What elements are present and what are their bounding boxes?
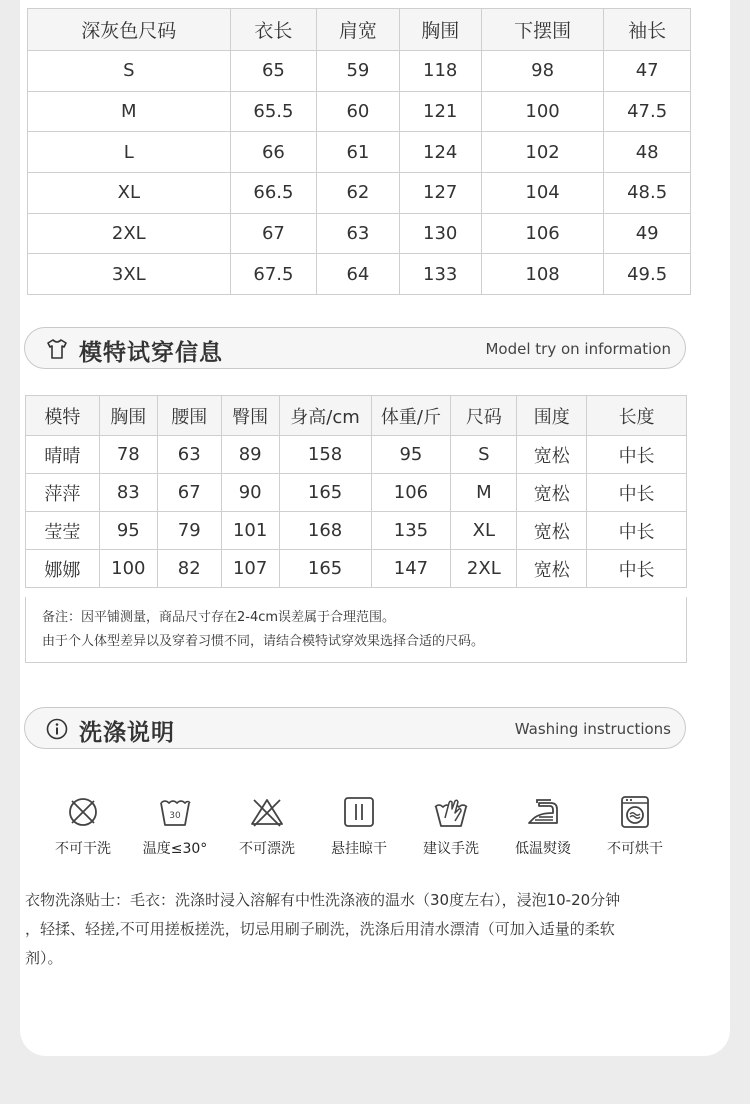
wash-item (130, 795, 220, 858)
table-cell: 宽松 (517, 512, 587, 550)
table-cell: 101 (221, 512, 279, 550)
table-cell: 118 (399, 51, 481, 92)
table-cell: 64 (317, 254, 399, 295)
header-cell: 衣长 (230, 9, 317, 51)
table-cell: 48 (604, 132, 691, 173)
size-table-header-row (28, 9, 691, 51)
table-cell: 中长 (587, 512, 687, 550)
wash-label: 温度≤30° (142, 841, 208, 857)
table-cell: 83 (99, 474, 157, 512)
table-cell: 121 (399, 91, 481, 132)
table-cell: 60 (317, 91, 399, 132)
wash-tips-line: 衣物洗涤贴士：毛衣：洗涤时浸入溶解有中性洗涤液的温水（30度左右），浸泡10-20分钟 (25, 891, 621, 909)
header-cell: 身高/cm (279, 396, 371, 436)
table-cell: 133 (399, 254, 481, 295)
table-cell: 66.5 (230, 173, 317, 214)
table-cell: 莹莹 (26, 512, 100, 550)
table-cell: 宽松 (517, 550, 587, 588)
table-cell: 147 (371, 550, 451, 588)
wash-item (222, 795, 312, 858)
wash-label: 建议手洗 (423, 841, 479, 857)
wash-section-title: 洗涤说明 (79, 720, 175, 746)
table-cell: S (451, 436, 517, 474)
table-row (28, 91, 691, 132)
model-table (25, 395, 687, 588)
table-cell: 100 (99, 550, 157, 588)
table-cell: 65 (230, 51, 317, 92)
table-cell: 78 (99, 436, 157, 474)
table-cell: 62 (317, 173, 399, 214)
table-cell: 63 (317, 213, 399, 254)
table-cell: 48.5 (604, 173, 691, 214)
table-cell: 79 (157, 512, 221, 550)
table-cell: 127 (399, 173, 481, 214)
model-section-header (24, 327, 686, 369)
table-cell: 49 (604, 213, 691, 254)
header-cell: 模特 (26, 396, 100, 436)
wash-label: 不可烘干 (607, 841, 663, 857)
wash-item (406, 795, 496, 858)
table-cell: 3XL (28, 254, 231, 295)
table-cell: M (451, 474, 517, 512)
no-dry-clean-icon (65, 795, 101, 829)
hang-dry-icon (341, 795, 377, 829)
table-cell: 165 (279, 550, 371, 588)
table-cell: 102 (481, 132, 603, 173)
header-cell: 腰围 (157, 396, 221, 436)
table-cell: 宽松 (517, 474, 587, 512)
table-cell: 63 (157, 436, 221, 474)
table-cell: 47.5 (604, 91, 691, 132)
table-cell: 中长 (587, 474, 687, 512)
wash-tips-line: 剂）。 (25, 949, 63, 967)
table-cell: 95 (371, 436, 451, 474)
table-cell: 59 (317, 51, 399, 92)
size-table (27, 8, 691, 295)
table-cell: 107 (221, 550, 279, 588)
header-cell: 下摆围 (481, 9, 603, 51)
header-cell: 胸围 (99, 396, 157, 436)
table-row (28, 51, 691, 92)
table-cell: 2XL (451, 550, 517, 588)
wash-30-icon (157, 795, 193, 829)
header-cell: 肩宽 (317, 9, 399, 51)
wash-label: 不可漂洗 (239, 841, 295, 857)
table-cell: 106 (481, 213, 603, 254)
table-cell: 宽松 (517, 436, 587, 474)
table-cell: 47 (604, 51, 691, 92)
wash-section-header (24, 707, 686, 749)
table-cell: 89 (221, 436, 279, 474)
wash-item (590, 795, 680, 858)
wash-label: 低温熨烫 (515, 841, 571, 857)
model-section-title: 模特试穿信息 (79, 340, 223, 366)
table-cell: 95 (99, 512, 157, 550)
table-cell: 66 (230, 132, 317, 173)
table-cell: S (28, 51, 231, 92)
table-row (26, 512, 687, 550)
tshirt-icon (45, 337, 69, 361)
table-cell: 67 (230, 213, 317, 254)
table-row (26, 436, 687, 474)
model-table-header-row (26, 396, 687, 436)
table-cell: 65.5 (230, 91, 317, 132)
table-row (28, 132, 691, 173)
table-cell: 108 (481, 254, 603, 295)
table-cell: 106 (371, 474, 451, 512)
header-cell: 尺码 (451, 396, 517, 436)
table-row (26, 550, 687, 588)
table-cell: 158 (279, 436, 371, 474)
table-cell: 90 (221, 474, 279, 512)
table-cell: 100 (481, 91, 603, 132)
table-cell: 67 (157, 474, 221, 512)
wash-item (498, 795, 588, 858)
table-cell: 中长 (587, 436, 687, 474)
wash-item (38, 795, 128, 858)
wash-label: 悬挂晾干 (331, 841, 387, 857)
header-cell: 胸围 (399, 9, 481, 51)
table-cell: 82 (157, 550, 221, 588)
no-bleach-icon (249, 795, 285, 829)
info-icon (45, 717, 69, 741)
table-cell: 165 (279, 474, 371, 512)
header-cell: 长度 (587, 396, 687, 436)
table-row (28, 213, 691, 254)
model-notes (25, 597, 687, 663)
table-cell: 135 (371, 512, 451, 550)
table-cell: M (28, 91, 231, 132)
table-cell: 168 (279, 512, 371, 550)
wash-icons-row (38, 795, 678, 865)
header-cell: 围度 (517, 396, 587, 436)
table-cell: 61 (317, 132, 399, 173)
table-cell: XL (451, 512, 517, 550)
table-cell: 中长 (587, 550, 687, 588)
table-cell: 104 (481, 173, 603, 214)
table-row (26, 474, 687, 512)
header-cell: 体重/斤 (371, 396, 451, 436)
model-section-subtitle: Model try on information (485, 340, 671, 358)
note-line: 备注：因平铺测量，商品尺寸存在2-4cm误差属于合理范围。 (42, 610, 396, 625)
wash-tips-line: ，轻揉、轻搓,不可用搓板搓洗，切忌用刷子刷洗，洗涤后用清水漂清（可加入适量的柔软 (25, 920, 615, 938)
table-cell: 49.5 (604, 254, 691, 295)
table-cell: 娜娜 (26, 550, 100, 588)
no-tumble-dry-icon (617, 795, 653, 829)
table-cell: 萍萍 (26, 474, 100, 512)
wash-section-subtitle: Washing instructions (514, 720, 671, 738)
table-cell: 130 (399, 213, 481, 254)
table-cell: 124 (399, 132, 481, 173)
table-cell: 晴晴 (26, 436, 100, 474)
wash-label: 不可干洗 (55, 841, 111, 857)
note-line: 由于个人体型差异以及穿着习惯不同，请结合模特试穿效果选择合适的尺码。 (42, 634, 485, 649)
table-row (28, 254, 691, 295)
table-cell: 67.5 (230, 254, 317, 295)
wash-item (314, 795, 404, 858)
table-row (28, 173, 691, 214)
table-cell: 98 (481, 51, 603, 92)
table-cell: 2XL (28, 213, 231, 254)
low-iron-icon (525, 795, 561, 829)
table-cell: L (28, 132, 231, 173)
svg-text:30: 30 (169, 811, 181, 821)
header-cell: 袖长 (604, 9, 691, 51)
hand-wash-icon (433, 795, 469, 829)
header-cell: 臀围 (221, 396, 279, 436)
table-cell: XL (28, 173, 231, 214)
wash-tips (25, 886, 693, 973)
header-cell: 深灰色尺码 (28, 9, 231, 51)
